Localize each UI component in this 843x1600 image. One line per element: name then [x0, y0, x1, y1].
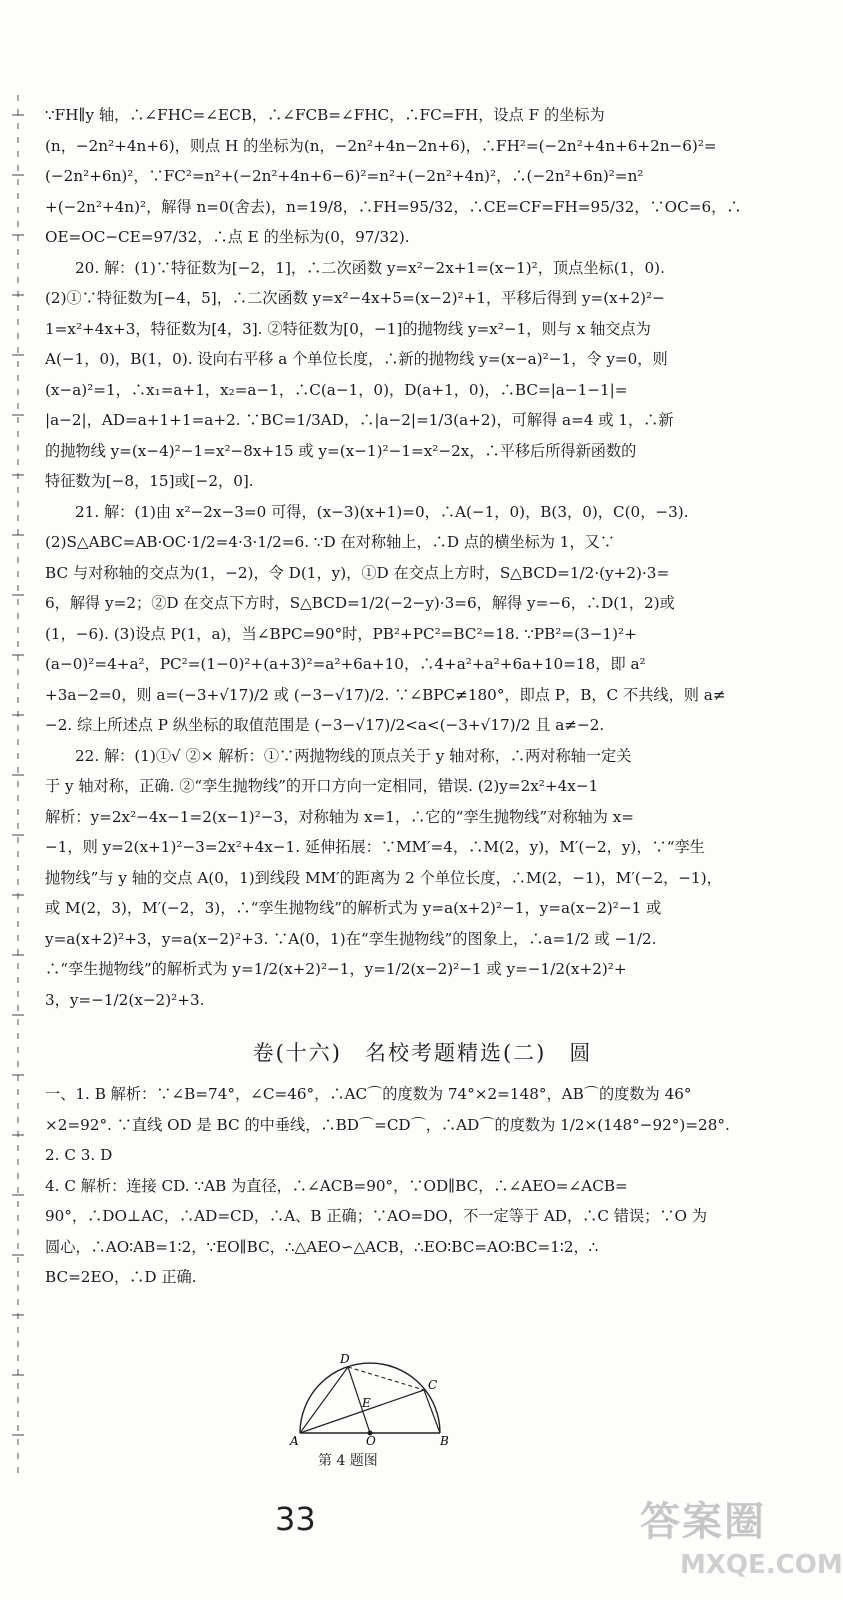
label-a: A: [290, 1434, 299, 1448]
text-line: BC 与对称轴的交点为(1，−2)，令 D(1，y)，①D 在交点上方时，S△BCD=1/2·(y+2)·3=: [45, 563, 670, 582]
text-line: 1=x²+4x+3，特征数为[4，3]. ②特征数为[0，−1]的抛物线 y=x²−1，则与 x 轴交点为: [45, 319, 651, 338]
text-line: (n，−2n²+4n+6)，则点 H 的坐标为(n，−2n²+4n−2n+6)，∴FH²=(−2n²+4n+6+2n−6)²=: [45, 136, 717, 155]
geometry-figure: [290, 1345, 450, 1449]
text-line: ∴“孪生抛物线”的解析式为 y=1/2(x+2)²−1，y=1/2(x−2)²−1 或 y=−1/2(x+2)²+: [45, 960, 627, 978]
watermark-logo: 答案圈: [640, 1499, 766, 1545]
text-line: BC=2EO，∴D 正确.: [45, 1268, 197, 1286]
text-line: A(−1，0)，B(1，0). 设向右平移 a 个单位长度，∴新的抛物线 y=(x−a)²−1，令 y=0，则: [45, 350, 668, 368]
text-line: 圆心，∴AO∶AB=1∶2，∵EO∥BC，∴△AEO∽△ACB，∴EO∶BC=AO∶BC=1∶2，∴: [45, 1237, 599, 1256]
text-line: 的抛物线 y=(x−4)²−1=x²−8x+15 或 y=(x−1)²−1=x²−2x，∴平移后所得新函数的: [45, 441, 637, 460]
section-16-answers: [45, 1079, 800, 1293]
text-line: (1，−6). (3)设点 P(1，a)，当∠BPC=90°时，PB²+PC²=BC²=18. ∵PB²=(3−1)²+: [45, 624, 637, 643]
text-line: y=a(x+2)²+3，y=a(x−2)²+3. ∵A(0，1)在“孪生抛物线”的图象上，∴a=1/2 或 −1/2.: [45, 929, 657, 948]
section-title: 卷(十六) 名校考题精选(二) 圆: [252, 1041, 593, 1065]
text-line: −2. 综上所述点 P 纵坐标的取值范围是 (−3−√17)/2<a<(−3+√17)/2 且 a≠−2.: [45, 716, 605, 734]
figure-caption: 第 4 题图: [318, 1453, 378, 1469]
text-line: 20. 解：(1)∵特征数为[−2，1]，∴二次函数 y=x²−2x+1=(x−1)²，顶点坐标(1，0).: [75, 258, 665, 277]
binding-margin: [8, 95, 28, 1475]
text-line: 或 M(2，3)，M′(−2，3)，∴“孪生抛物线”的解析式为 y=a(x+2)²−1，y=a(x−2)²−1 或: [45, 899, 662, 917]
text-line: 特征数为[−8，15]或[−2，0].: [45, 472, 254, 490]
text-line: 2. C 3. D: [45, 1146, 113, 1164]
label-o: O: [366, 1434, 376, 1448]
label-d: D: [340, 1352, 350, 1366]
label-e: E: [362, 1396, 371, 1410]
text-line: (−2n²+6n)²，∵FC²=n²+(−2n²+4n+6−6)²=n²+(−2n²+4n)²，∴(−2n²+6n)²=n²: [45, 167, 644, 185]
text-line: 解析：y=2x²−4x−1=2(x−1)²−3，对称轴为 x=1，∴它的“孪生抛物线”对称轴为 x=: [45, 807, 634, 826]
text-line: (2)S△ABC=AB·OC·1/2=4·3·1/2=6. ∵D 在对称轴上，∴D 点的横坐标为 1，又∵: [45, 533, 616, 551]
text-line: +(−2n²+4n)²，解得 n=0(舍去)，n=19/8，∴FH=95/32，∴CE=CF=FH=95/32，∵OC=6，∴: [45, 197, 742, 216]
solution-21: [45, 497, 800, 741]
text-line: 4. C 解析：连接 CD. ∵AB 为直径，∴∠ACB=90°，∵OD∥BC，∴∠AEO=∠ACB=: [45, 1176, 628, 1195]
text-line: ×2=92°. ∵直线 OD 是 BC 的中垂线，∴BD⌒=CD⌒，∴AD⌒的度数为 1/2×(148°−92°)=28°.: [45, 1115, 730, 1134]
text-line: (a−0)²=4+a²，PC²=(1−0)²+(a+3)²=a²+6a+10，∴4+a²+a²+6a+10=18，即 a²: [45, 655, 646, 673]
solution-19-tail: [45, 100, 800, 253]
text-line: 3，y=−1/2(x−2)²+3.: [45, 990, 205, 1009]
text-line: 22. 解：(1)①√ ②× 解析：①∵两抛物线的顶点关于 y 轴对称，∴两对称轴一定关: [75, 746, 632, 765]
watermark-url: MXQE.COM: [680, 1550, 843, 1580]
text-line: 90°，∴DO⊥AC，∴AD=CD，∴A、B 正确；∵AO=DO，不一定等于 AD，∴C 错误；∵O 为: [45, 1207, 708, 1225]
text-line: ∵FH∥y 轴，∴∠FHC=∠ECB，∴∠FCB=∠FHC，∴FC=FH，设点 F 的坐标为: [45, 106, 605, 124]
label-b: B: [440, 1434, 449, 1448]
text-line: 于 y 轴对称，正确. ②“孪生抛物线”的开口方向一定相同，错误. (2)y=2x²+4x−1: [45, 777, 599, 795]
label-c: C: [428, 1378, 438, 1392]
text-line: (2)①∵特征数为[−4，5]，∴二次函数 y=x²−4x+5=(x−2)²+1，平移后得到 y=(x+2)²−: [45, 289, 665, 307]
text-line: −1，则 y=2(x+1)²−3=2x²+4x−1. 延伸拓展：∵MM′=4，∴M(2，y)，M′(−2，y)，∵“孪生: [45, 838, 705, 856]
solution-20: [45, 253, 800, 497]
text-line: 抛物线”与 y 轴的交点 A(0，1)到线段 MM′的距离为 2 个单位长度，∴M(2，−1)，M′(−2，−1)，: [45, 868, 722, 887]
text-line: |a−2|，AD=a+1+1=a+2. ∵BC=1/3AD，∴|a−2|=1/3(a+2)，可解得 a=4 或 1，∴新: [45, 411, 674, 429]
text-line: 一、1. B 解析：∵∠B=74°，∠C=46°，∴AC⌒的度数为 74°×2=148°，AB⌒的度数为 46°: [45, 1085, 692, 1103]
text-line: OE=OC−CE=97/32，∴点 E 的坐标为(0，97/32).: [45, 228, 410, 246]
page-number: 33: [275, 1500, 316, 1538]
text-line: 21. 解：(1)由 x²−2x−3=0 可得，(x−3)(x+1)=0，∴A(−1，0)，B(3，0)，C(0，−3).: [75, 502, 689, 521]
solution-22: [45, 741, 800, 1016]
text-line: (x−a)²=1，∴x₁=a+1，x₂=a−1，∴C(a−1，0)，D(a+1，0)，∴BC=|a−1−1|=: [45, 380, 628, 399]
answer-text: [45, 100, 800, 1293]
text-line: +3a−2=0，则 a=(−3+√17)/2 或 (−3−√17)/2. ∵∠BPC≠180°，即点 P，B，C 不共线，则 a≠: [45, 685, 726, 704]
text-line: 6，解得 y=2；②D 在交点下方时，S△BCD=1/2(−2−y)·3=6，解得 y=−6，∴D(1，2)或: [45, 594, 675, 612]
